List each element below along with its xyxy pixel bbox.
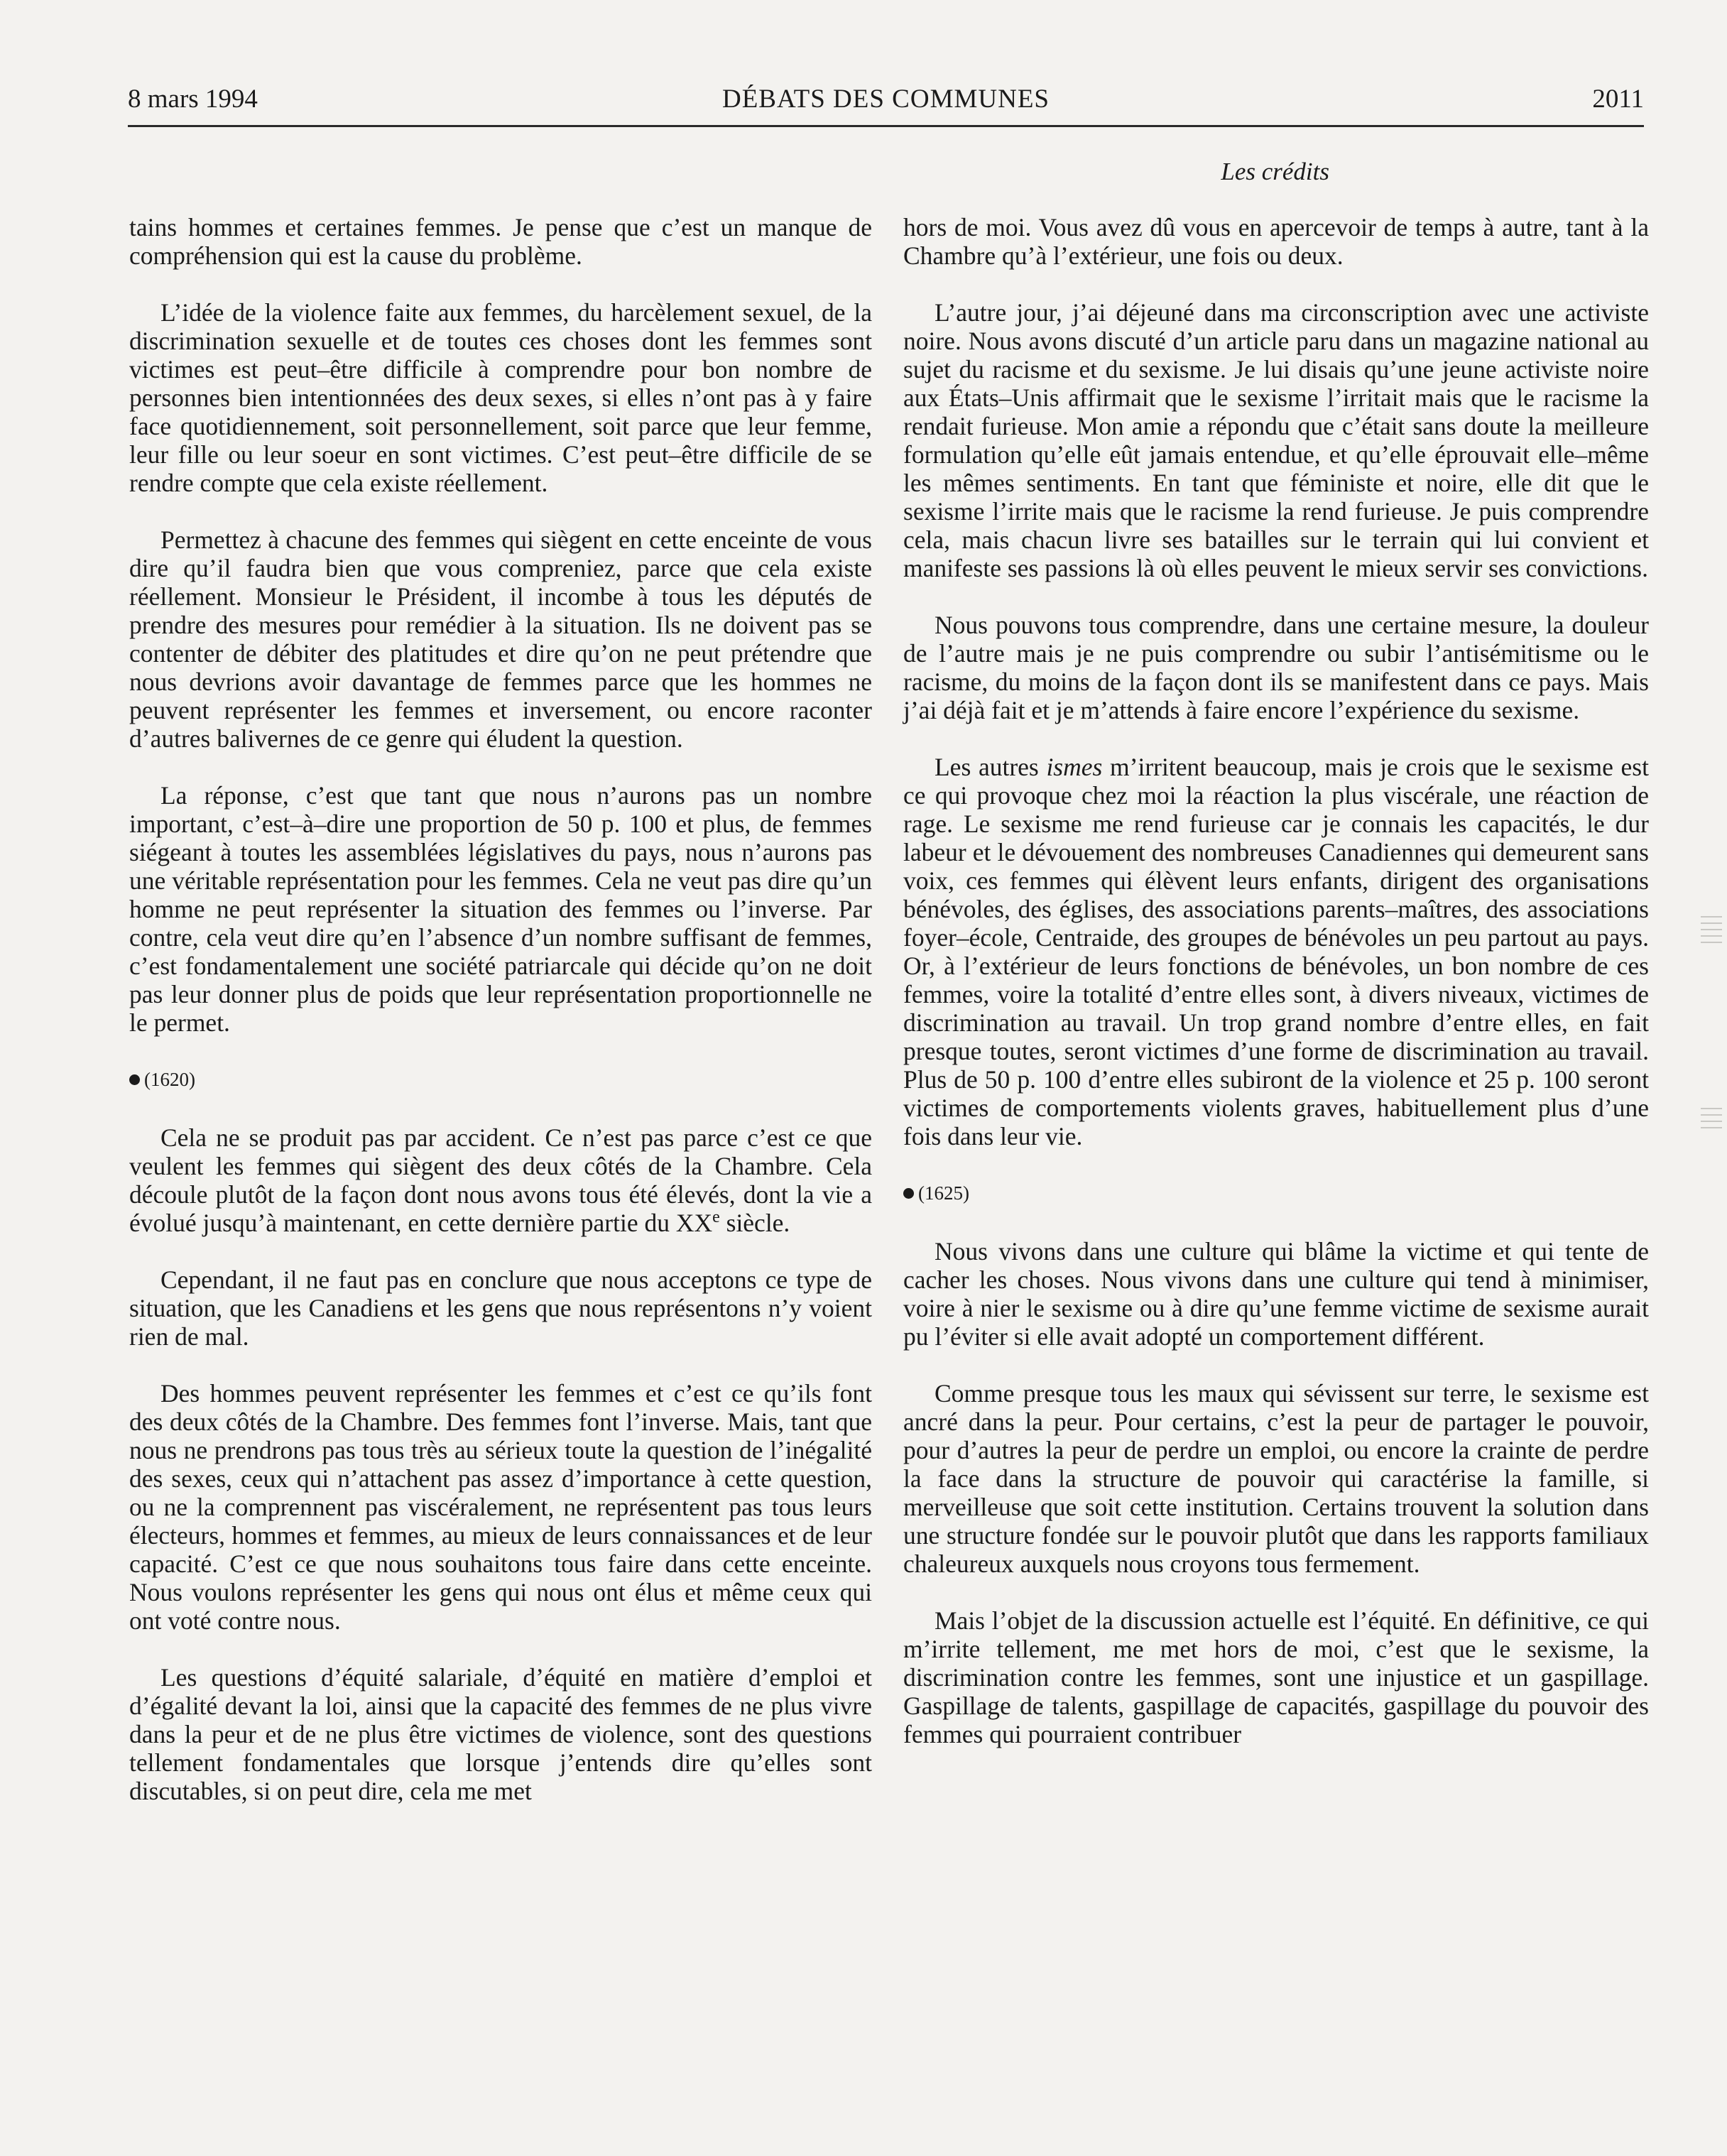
paragraph: Nous pouvons tous comprendre, dans une certaine mesure, la douleur de l’autre mais je ne puis comprendre ou subir l’antisémitisme ou le racisme, du moins de la façon dont ils se manifestent dans ce pays. Mais j’ai déjà fait et je m’attends à faire encore l’expérience du sexisme. — [903, 611, 1649, 724]
paragraph-text: m’irritent beaucoup, mais je crois que le sexisme est ce qui provoque chez moi la réaction la plus viscérale, une réaction de rage. Le sexisme me rend furieuse car je connais les capacités, le dur labeur et le dévouement des nombreuses Canadiennes qui demeurent sans voix, ces femmes qui élèvent leurs enfants, dirigent des organisations bénévoles, des églises, des associations parents–maîtres, des associations foyer–école, Centraide, des groupes de bénévoles un peu partout au pays. Or, à l’extérieur de leurs fonctions de bénévoles, un bon nombre de ces femmes, voire la totalité d’entre elles sont, à divers niveaux, victimes de discrimination au travail. Un trop grand nombre d’entre elles, en fait presque toutes, seront victimes d’une forme de discrimination au travail. Plus de 50 p. 100 d’entre elles subiront de la violence et 25 p. 100 seront victimes de comportements violents graves, habituellement plus d’une fois dans leur vie. — [903, 753, 1649, 1150]
paragraph: La réponse, c’est que tant que nous n’aurons pas un nombre important, c’est–à–dire une proportion de 50 p. 100 et plus, de femmes siégeant à toutes les assemblées législatives du pays, nous n’aurons pas une véritable représentation pour les femmes. Cela ne veut pas dire qu’un homme ne peut représenter la situation des femmes ou l’inverse. Par contre, cela veut dire qu’en l’absence d’un nombre suffisant de femmes, c’est fondamentalement une société patriarcale qui décide qu’on ne doit pas leur donner plus de poids que leur représentation proportionnelle ne le permet. — [129, 781, 872, 1037]
bleed-through-marks — [1701, 916, 1722, 948]
paragraph-text: Cela ne se produit pas par accident. Ce n’est pas parce c’est ce que veulent les femmes qui siègent des deux côtés de la Chambre. Cela découle plutôt de la façon dont nous avons tous été élevés, dont la vie a évolué jusqu’à maintenant, en cette dernière partie du XX — [129, 1123, 872, 1237]
header-rule — [128, 125, 1644, 127]
emphasis: ismes — [1046, 753, 1103, 781]
paragraph: hors de moi. Vous avez dû vous en apercevoir de temps à autre, tant à la Chambre qu’à l’extérieur, une fois ou deux. — [903, 213, 1649, 270]
paragraph: tains hommes et certaines femmes. Je pense que c’est un manque de compréhension qui est la cause du problème. — [129, 213, 872, 270]
paragraph: L’autre jour, j’ai déjeuné dans ma circonscription avec une activiste noire. Nous avons discuté d’un article paru dans un magazine national au sujet du racisme et du sexisme. Je lui disais qu’une jeune activiste noire aux États–Unis affirmait que le sexisme l’irritait mais que le racisme la rendait furieuse. Mon amie a répondu que c’était sans doute la meilleure formulation qu’elle eût jamais entendue, et qu’elle éprouvait elle–même les mêmes sentiments. En tant que féministe et noire, elle dit que le sexisme l’irrite mais que le racisme la rend furieuse. Je puis comprendre cela, mais chacun livre ses batailles sur le terrain qui lui convient et manifeste ses passions là où elles peuvent le mieux servir ses convictions. — [903, 298, 1649, 582]
paragraph: Nous vivons dans une culture qui blâme la victime et qui tente de cacher les choses. Nous vivons dans une culture qui tend à minimiser, voire à nier le sexisme ou à dire qu’une femme victime de sexisme aurait pu l’éviter si elle avait adopté un comportement différent. — [903, 1237, 1649, 1351]
time-marker — [129, 1065, 872, 1094]
header-page-number: 2011 — [1592, 85, 1644, 114]
section-title: Les crédits — [1221, 158, 1329, 185]
header-date: 8 mars 1994 — [128, 85, 258, 114]
bleed-through-marks — [1701, 1108, 1722, 1133]
page-header — [128, 84, 1644, 124]
paragraph-text: siècle. — [719, 1209, 790, 1237]
left-column — [129, 213, 872, 1834]
paragraph: Mais l’objet de la discussion actuelle est l’équité. En définitive, ce qui m’irrite tellement, me met hors de moi, c’est que le sexisme, la discrimination contre les femmes, sont une injustice et un gaspillage. Gaspillage de talents, gaspillage de capacités, gaspillage du pouvoir des femmes qui pourraient contribuer — [903, 1606, 1649, 1748]
paragraph: Les questions d’équité salariale, d’équité en matière d’emploi et d’égalité devant la loi, ainsi que la capacité des femmes de ne plus vivre dans la peur et de ne plus être victimes de violence, sont des questions tellement fondamentales que lorsque j’entends dire qu’elles sont discutables, si on peut dire, cela me met — [129, 1663, 872, 1805]
bullet-icon — [903, 1188, 914, 1199]
paragraph: Permettez à chacune des femmes qui siègent en cette enceinte de vous dire qu’il faudra bien que vous compreniez, parce que cela existe réellement. Monsieur le Président, il incombe à tous les députés de prendre des mesures pour remédier à la situation. Ils ne doivent pas se contenter de débiter des platitudes et dire qu’on ne peut prétendre que nous devrions avoir davantage de femmes parce que les hommes ne peuvent représenter les femmes et inversement, ou encore raconter d’autres balivernes de ce genre qui éludent la question. — [129, 526, 872, 753]
paragraph — [129, 1123, 872, 1237]
right-column — [903, 213, 1649, 1777]
superscript: e — [712, 1208, 720, 1227]
paragraph — [903, 753, 1649, 1150]
paragraph: Comme presque tous les maux qui sévissent sur terre, le sexisme est ancré dans la peur. Pour certains, c’est la peur de partager le pouvoir, pour d’autres la peur de perdre un emploi, ou encore la crainte de perdre la face dans la structure de pouvoir qui caractérise la famille, si merveilleuse que soit cette institution. Certains trouvent la solution dans une structure fondée sur le pouvoir plutôt que dans les rapports familiaux chaleureux auxquels nous croyons tous fermement. — [903, 1379, 1649, 1578]
time-marker — [903, 1179, 1649, 1207]
time-marker-label: (1625) — [918, 1182, 969, 1204]
time-marker-label: (1620) — [144, 1069, 195, 1090]
bullet-icon — [129, 1074, 140, 1085]
paragraph: L’idée de la violence faite aux femmes, du harcèlement sexuel, de la discrimination sexuelle et de toutes ces choses dont les femmes sont victimes est peut–être difficile à comprendre pour bon nombre de personnes bien intentionnées des deux sexes, si elles n’ont pas à y faire face quotidiennement, soit personnellement, soit parce que leur femme, leur fille ou leur soeur en sont victimes. C’est peut–être difficile de se rendre compte que cela existe réellement. — [129, 298, 872, 497]
paragraph: Cependant, il ne faut pas en conclure que nous acceptons ce type de situation, que les Canadiens et les gens que nous représentons n’y voient rien de mal. — [129, 1265, 872, 1351]
paragraph-text: Les autres — [935, 753, 1047, 781]
header-journal-title: DÉBATS DES COMMUNES — [721, 85, 1050, 114]
paragraph: Des hommes peuvent représenter les femmes et c’est ce qu’ils font des deux côtés de la Chambre. Des femmes font l’inverse. Mais, tant que nous ne prendrons pas tous très au sérieux toute la question de l’inégalité des sexes, ceux qui n’attachent pas assez d’importance à cette question, ou ne la comprennent pas viscéralement, ne représentent pas tous leurs électeurs, hommes et femmes, au mieux de leurs connaissances et de leur capacité. C’est ce que nous souhaitons tous faire dans cette enceinte. Nous voulons représenter les gens qui nous ont élus et même ceux qui ont voté contre nous. — [129, 1379, 872, 1635]
